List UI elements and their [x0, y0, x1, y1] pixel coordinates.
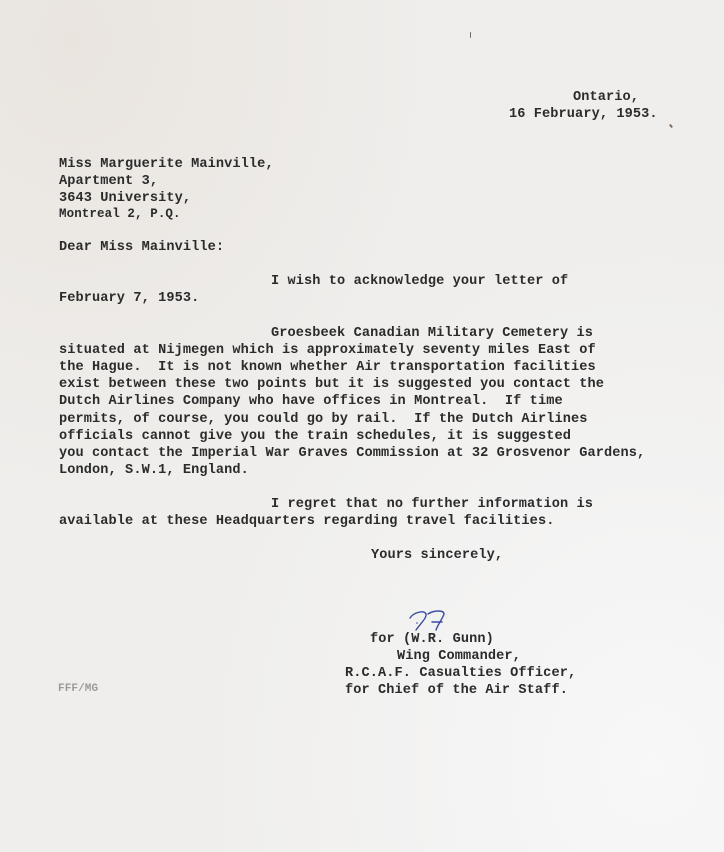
- paragraph-3-line: available at these Headquarters regarding travel facilities.: [59, 514, 555, 529]
- signatory-name: for (W.R. Gunn): [370, 632, 494, 647]
- paragraph-2-line: Groesbeek Canadian Military Cemetery is: [271, 326, 594, 341]
- signatory-rank: Wing Commander,: [397, 649, 521, 664]
- letter-date: 16 February, 1953.: [509, 107, 658, 122]
- recipient-name: Miss Marguerite Mainville,: [59, 157, 274, 172]
- paragraph-2-line: the Hague. It is not known whether Air transportation facilities: [59, 360, 596, 375]
- signatory-office: for Chief of the Air Staff.: [345, 683, 568, 698]
- signatory-title: R.C.A.F. Casualties Officer,: [345, 666, 577, 681]
- recipient-line-3: Montreal 2, P.Q.: [59, 207, 181, 221]
- paragraph-2-line: London, S.W.1, England.: [59, 463, 249, 478]
- closing: Yours sincerely,: [371, 548, 504, 563]
- paragraph-2-line: you contact the Imperial War Graves Commission at 32 Grosvenor Gardens,: [59, 446, 646, 461]
- paragraph-2-line: situated at Nijmegen which is approximately seventy miles East of: [59, 343, 596, 358]
- paper-speck: [669, 124, 673, 128]
- paragraph-2-line: exist between these two points but it is suggested you contact the: [59, 377, 604, 392]
- paper-speck: [470, 32, 471, 38]
- handwritten-signature-icon: [404, 606, 464, 634]
- salutation: Dear Miss Mainville:: [59, 240, 225, 255]
- paragraph-1-line: February 7, 1953.: [59, 291, 200, 306]
- paragraph-1-line: I wish to acknowledge your letter of: [271, 274, 569, 289]
- letter-place: Ontario,: [573, 90, 640, 105]
- recipient-line-1: Apartment 3,: [59, 174, 159, 189]
- reference-initials: FFF/MG: [58, 683, 99, 695]
- recipient-line-2: 3643 University,: [59, 191, 192, 206]
- paragraph-2-line: permits, of course, you could go by rail. If the Dutch Airlines: [59, 412, 588, 427]
- paragraph-2-line: Dutch Airlines Company who have offices in Montreal. If time: [59, 394, 563, 409]
- paragraph-2-line: officials cannot give you the train schedules, it is suggested: [59, 429, 571, 444]
- paragraph-3-line: I regret that no further information is: [271, 497, 594, 512]
